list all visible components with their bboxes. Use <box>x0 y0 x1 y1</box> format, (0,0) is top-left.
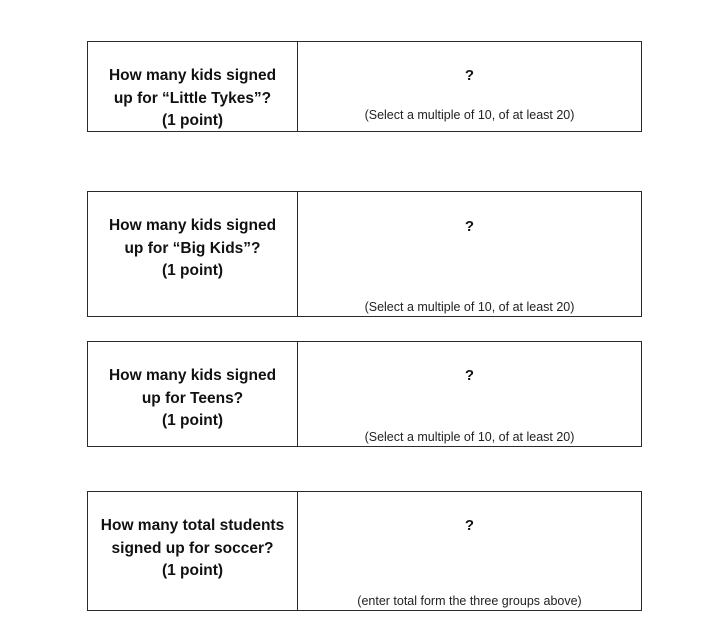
question-cell <box>88 342 298 446</box>
question-points: (1 point) <box>161 262 224 279</box>
answer-field[interactable]: ? <box>464 218 475 235</box>
question-text <box>88 365 297 433</box>
question-text <box>88 215 297 283</box>
answer-cell[interactable] <box>298 492 641 610</box>
question-cell <box>88 492 298 610</box>
answer-cell[interactable] <box>298 192 641 316</box>
question-line: How many total students <box>100 517 285 534</box>
question-text <box>88 515 297 583</box>
question-box-teens <box>87 341 642 447</box>
answer-field[interactable]: ? <box>464 67 475 84</box>
question-box-total <box>87 491 642 611</box>
question-line: up for Teens? <box>141 389 244 407</box>
question-cell <box>88 42 298 131</box>
question-box-little-tykes <box>87 41 642 132</box>
question-points: (1 point) <box>161 112 224 129</box>
question-text <box>88 65 297 133</box>
answer-field[interactable]: ? <box>464 367 475 384</box>
answer-field[interactable]: ? <box>464 517 475 534</box>
answer-cell[interactable] <box>298 342 641 446</box>
question-line: How many kids signed <box>108 67 277 84</box>
answer-hint: (Select a multiple of 10, of at least 20) <box>364 108 575 122</box>
question-line: up for “Little Tykes”? <box>113 89 272 107</box>
question-points: (1 point) <box>161 562 224 579</box>
question-points: (1 point) <box>161 412 224 429</box>
question-line: signed up for soccer? <box>111 539 274 557</box>
question-line: up for “Big Kids”? <box>124 239 261 257</box>
answer-hint: (enter total form the three groups above) <box>357 594 582 608</box>
answer-hint: (Select a multiple of 10, of at least 20) <box>364 300 575 314</box>
question-line: How many kids signed <box>108 367 277 384</box>
question-line: How many kids signed <box>108 217 277 234</box>
answer-hint: (Select a multiple of 10, of at least 20) <box>364 430 575 444</box>
question-box-big-kids <box>87 191 642 317</box>
answer-cell[interactable] <box>298 42 641 131</box>
question-cell <box>88 192 298 316</box>
